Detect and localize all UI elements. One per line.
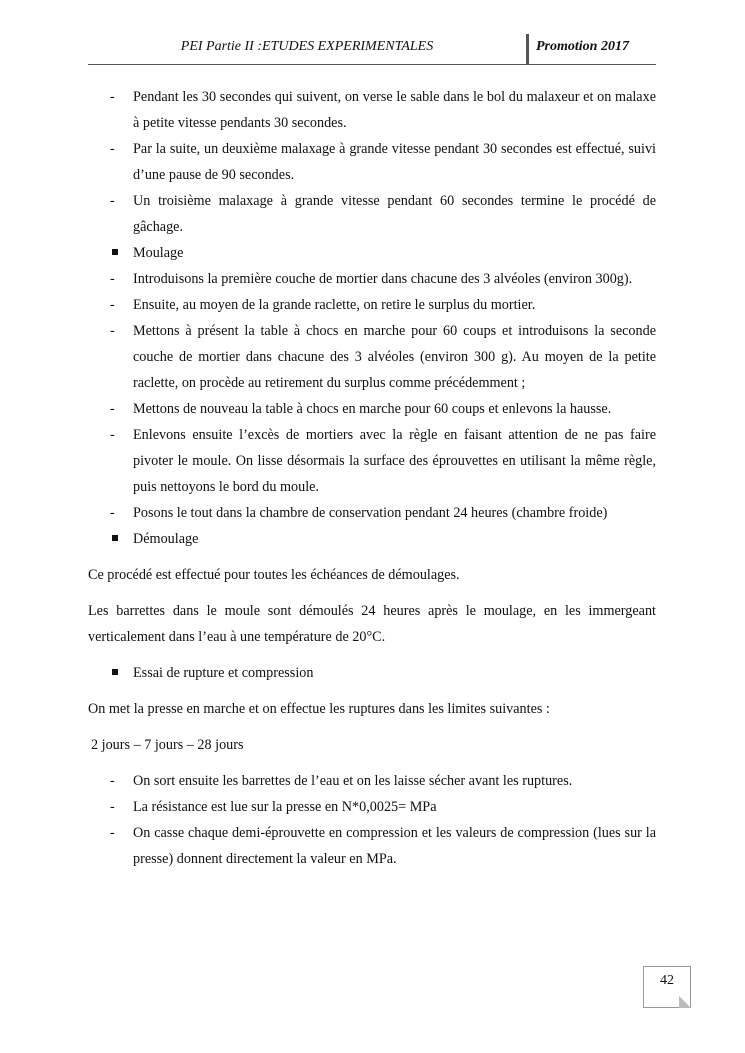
paragraph-echeances: 2 jours – 7 jours – 28 jours <box>91 737 244 753</box>
dash-bullet-icon: - <box>110 323 115 339</box>
page-content <box>88 84 656 872</box>
dash-bullet-icon: - <box>110 505 115 521</box>
list-item <box>88 794 656 820</box>
list-item-text: On sort ensuite les barrettes de l’eau et on les laisse sécher avant les ruptures. <box>133 773 573 789</box>
list-item-text: Démoulage <box>133 531 199 547</box>
list-item-text: Pendant les 30 secondes qui suivent, on verse le sable dans le bol du malaxeur et on malaxe à petite vitesse pendants 30 secondes. <box>133 89 656 131</box>
list-item-text: Par la suite, un deuxième malaxage à grande vitesse pendant 30 secondes est effectué, suivi d’une pause de 90 secondes. <box>133 141 656 183</box>
list-item <box>88 240 656 266</box>
page-header <box>88 34 656 65</box>
list-item <box>88 422 656 500</box>
list-item-text: Un troisième malaxage à grande vitesse pendant 60 secondes termine le procédé de gâchage. <box>133 193 656 235</box>
list-item-text: Mettons à présent la table à chocs en marche pour 60 coups et introduisons la seconde couche de mortier dans chacune des 3 alvéoles (environ 300 g). Au moyen de la petite raclette, on procède au retirement du surplus comme précédemment ; <box>133 323 656 391</box>
dash-bullet-icon: - <box>110 271 115 287</box>
list-item-text: Ensuite, au moyen de la grande raclette, on retire le surplus du mortier. <box>133 297 536 313</box>
dash-bullet-icon: - <box>110 297 115 313</box>
dash-bullet-icon: - <box>110 799 115 815</box>
header-promotion: Promotion 2017 <box>536 39 629 54</box>
header-separator <box>526 34 529 64</box>
list-item <box>88 136 656 188</box>
list-item <box>88 500 656 526</box>
dash-bullet-icon: - <box>110 141 115 157</box>
page-fold-corner <box>679 996 691 1008</box>
list-item <box>88 292 656 318</box>
page-number: 42 <box>660 973 674 988</box>
procedure-list <box>88 84 656 552</box>
square-bullet-icon <box>112 669 118 675</box>
paragraph-barrettes: Les barrettes dans le moule sont démoulés 24 heures après le moulage, en les immergeant verticalement dans l’eau à une température de 20°C. <box>88 603 656 645</box>
list-item-text: Posons le tout dans la chambre de conservation pendant 24 heures (chambre froide) <box>133 505 608 521</box>
bullet-essai-label: Essai de rupture et compression <box>133 665 314 681</box>
square-bullet-icon <box>112 249 118 255</box>
rupture-list <box>88 768 656 872</box>
dash-bullet-icon: - <box>110 773 115 789</box>
header-title: PEI Partie II :ETUDES EXPERIMENTALES <box>180 39 434 54</box>
paragraph-presse: On met la presse en marche et on effectue les ruptures dans les limites suivantes : <box>88 701 550 717</box>
square-bullet-icon <box>112 535 118 541</box>
list-item-text: On casse chaque demi-éprouvette en compression et les valeurs de compression (lues sur la presse) donnent directement la valeur en MPa. <box>133 825 656 867</box>
dash-bullet-icon: - <box>110 193 115 209</box>
list-item <box>88 820 656 872</box>
list-item <box>88 768 656 794</box>
dash-bullet-icon: - <box>110 89 115 105</box>
list-item-text: Introduisons la première couche de mortier dans chacune des 3 alvéoles (environ 300g). <box>133 271 633 287</box>
list-item <box>88 84 656 136</box>
paragraph-procede: Ce procédé est effectué pour toutes les échéances de démoulages. <box>88 567 460 583</box>
dash-bullet-icon: - <box>110 401 115 417</box>
dash-bullet-icon: - <box>110 825 115 841</box>
list-item-text: Mettons de nouveau la table à chocs en marche pour 60 coups et enlevons la hausse. <box>133 401 612 417</box>
dash-bullet-icon: - <box>110 427 115 443</box>
list-item <box>88 266 656 292</box>
list-item <box>88 318 656 396</box>
list-item-text: La résistance est lue sur la presse en N*0,0025= MPa <box>133 799 437 815</box>
list-item <box>88 526 656 552</box>
page-number-box <box>643 966 691 1008</box>
list-item-text: Enlevons ensuite l’excès de mortiers avec la règle en faisant attention de ne pas faire pivoter le moule. On lisse désormais la surface des éprouvettes en utilisant la même règle, puis nettoyons le bord du moule. <box>133 427 656 495</box>
bullet-essai <box>88 660 656 686</box>
list-item-text: Moulage <box>133 245 184 261</box>
list-item <box>88 396 656 422</box>
list-item <box>88 188 656 240</box>
